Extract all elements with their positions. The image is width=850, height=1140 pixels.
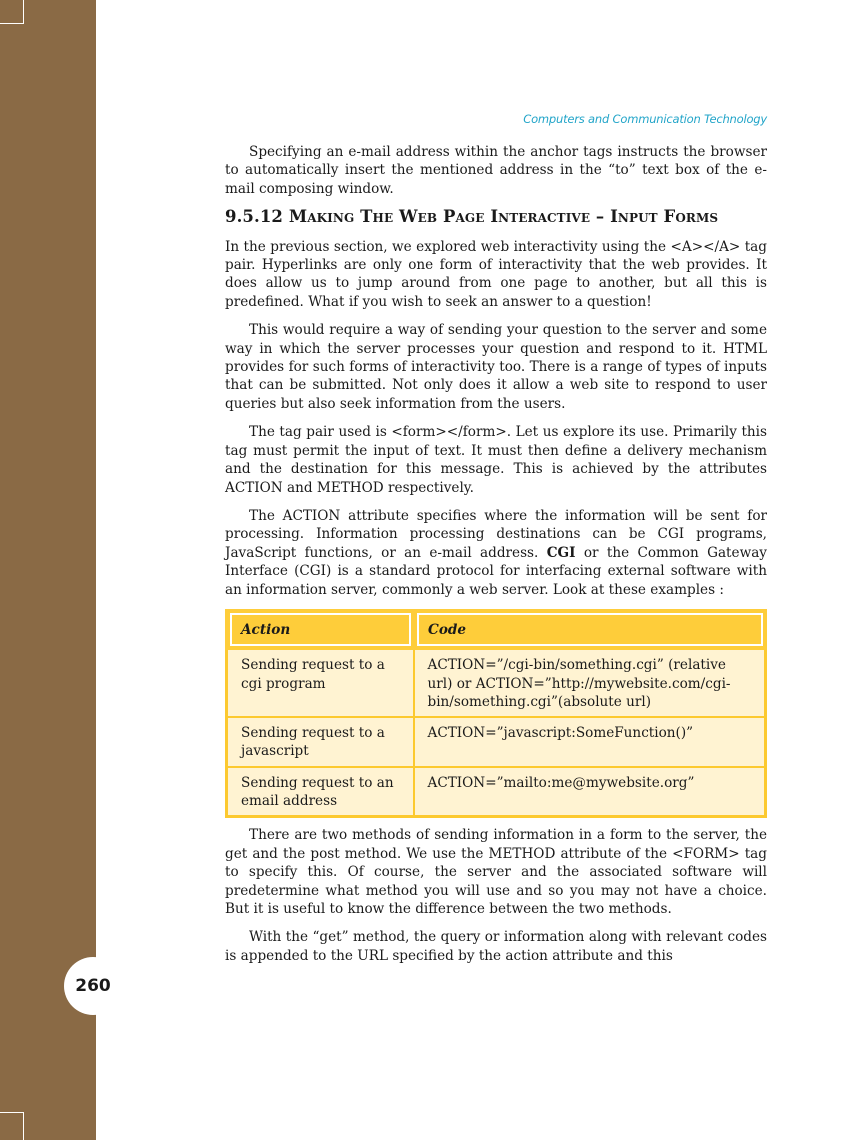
- crop-mark-top: [0, 0, 24, 24]
- paragraph-intro: In the previous section, we explored web interactivity using the <A></A> tag pair. Hyperlinks are only one form of interactivity that the web provides. It does allow us to jump around from one page to another, but all this is predefined. What if you wish to seek an answer to a question!: [225, 238, 767, 310]
- action-examples-table: [225, 609, 767, 818]
- paragraph-email-anchor: Specifying an e-mail address within the anchor tags instructs the browser to automatically insert the mentioned address in the “to” text box of the e-mail composing window.: [225, 144, 767, 197]
- paragraph-action-attribute: [225, 507, 767, 599]
- paragraph-get-method: With the “get” method, the query or information along with relevant codes is appended to the URL specified by the action attribute and this: [225, 929, 767, 964]
- text-run: or the Common Gateway Interface (CGI) is a standard protocol for interfacing external software with an information server, commonly a web server. Look at these examples :: [225, 544, 767, 598]
- table-cell-code: ACTION=”/cgi-bin/something.cgi” (relative url) or ACTION=”http://mywebsite.com/cgi-bin/something.cgi”(absolute url): [414, 649, 766, 717]
- table-cell-code: ACTION=”mailto:me@mywebsite.org”: [414, 767, 766, 817]
- table-row: [227, 649, 766, 717]
- table-cell-action: Sending request to an email address: [227, 767, 414, 817]
- bold-term-cgi: CGI: [546, 544, 576, 561]
- table-cell-code: ACTION=”javascript:SomeFunction()”: [414, 717, 766, 767]
- section-heading: 9.5.12 Making The Web Page Interactive – Input Forms: [225, 207, 719, 227]
- table-row: [227, 717, 766, 767]
- page-number: 260: [64, 957, 122, 1015]
- paragraph-methods: There are two methods of sending information in a form to the server, the get and the post method. We use the METHOD attribute of the <FORM> tag to specify this. Of course, the server and the associated software will predetermine what method you will use and so you may not have a choice. But it is useful to know the difference between the two methods.: [225, 827, 767, 917]
- running-head: Computers and Communication Technology: [523, 112, 767, 126]
- text-run: The ACTION attribute specifies where the information will be sent for processing. Information processing destinations can be CGI programs, JavaScript functions, or an e-mail address.: [225, 507, 767, 561]
- paragraph-server: This would require a way of sending your question to the server and some way in which the server processes your question and respond to it. HTML provides for such forms of interactivity too. There is a range of types of inputs that can be submitted. Not only does it allow a web site to respond to user queries but also seek information from the users.: [225, 322, 767, 412]
- column-header-code: Code: [414, 610, 766, 648]
- table-header-row: [227, 610, 766, 648]
- table-cell-action: Sending request to a javascript: [227, 717, 414, 767]
- crop-mark-bottom: [0, 1112, 24, 1140]
- table-row: [227, 767, 766, 817]
- column-header-action: Action: [227, 610, 414, 648]
- table-cell-action: Sending request to a cgi program: [227, 649, 414, 717]
- page-content: [225, 143, 767, 975]
- paragraph-form-tag: The tag pair used is <form></form>. Let us explore its use. Primarily this tag must permit the input of text. It must then define a delivery mechanism and the destination for this message. This is achieved by the attributes ACTION and METHOD respectively.: [225, 424, 767, 496]
